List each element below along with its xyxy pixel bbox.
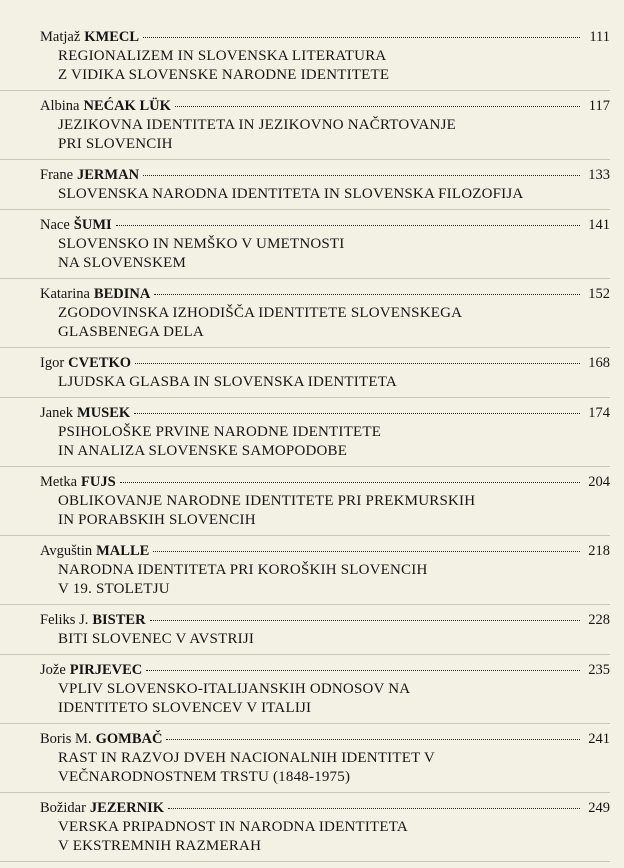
toc-entry-header [40, 542, 610, 561]
entry-divider [0, 535, 610, 536]
article-title-line: SLOVENSKO IN NEMŠKO V UMETNOSTI [58, 236, 345, 252]
dot-leader [143, 175, 580, 176]
article-title-line: SLOVENSKA NARODNA IDENTITETA IN SLOVENSKA FILOZOFIJA [58, 186, 524, 202]
toc-entry [40, 661, 610, 724]
article-title-line: Z VIDIKA SLOVENSKE NARODNE IDENTITETE [58, 67, 390, 83]
toc-entry [40, 354, 610, 398]
author-last-name: MALLE [96, 543, 150, 559]
toc-entry-header [40, 354, 610, 373]
dot-leader [116, 225, 580, 226]
article-title [58, 630, 610, 649]
dot-leader [150, 620, 580, 621]
article-title-line: RAST IN RAZVOJ DVEH NACIONALNIH IDENTITET V [58, 750, 435, 766]
toc-entry [40, 799, 610, 862]
page-number: 111 [589, 29, 610, 45]
article-title-line: V EKSTREMNIH RAZMERAH [58, 838, 262, 854]
page-number: 204 [588, 474, 610, 490]
article-title [58, 116, 610, 154]
author-first-name: Katarina [40, 286, 90, 302]
author-first-name: Nace [40, 217, 70, 233]
toc-entry-header [40, 28, 610, 47]
article-title [58, 304, 610, 342]
toc-entry-header [40, 661, 610, 680]
entry-divider [0, 209, 610, 210]
article-title-line: NARODNA IDENTITETA PRI KOROŠKIH SLOVENCIH [58, 562, 428, 578]
article-title [58, 492, 610, 530]
dot-leader [120, 482, 580, 483]
entry-divider [0, 723, 610, 724]
author-first-name: Janek [40, 405, 74, 421]
article-title-line: LJUDSKA GLASBA IN SLOVENSKA IDENTITETA [58, 374, 397, 390]
toc-entry [40, 216, 610, 279]
author-last-name: JEZERNIK [89, 800, 165, 816]
page-number: 152 [588, 286, 610, 302]
author-first-name: Albina [40, 98, 80, 114]
author-first-name: Matjaž [40, 29, 81, 45]
author-last-name: BEDINA [93, 286, 151, 302]
author-first-name: Božidar [40, 800, 86, 816]
dot-leader [135, 363, 580, 364]
author-last-name: CVETKO [68, 355, 132, 371]
article-title [58, 235, 610, 273]
article-title [58, 423, 610, 461]
author-last-name: NEĆAK LÜK [83, 98, 171, 114]
article-title-line: IN ANALIZA SLOVENSKE SAMOPODOBE [58, 443, 348, 459]
toc-entry-header [40, 166, 610, 185]
dot-leader [166, 739, 580, 740]
author-first-name: Jože [40, 662, 66, 678]
author-last-name: FUJS [81, 474, 116, 490]
page-number: 133 [588, 167, 610, 183]
page-number: 174 [588, 405, 610, 421]
toc-entry [40, 730, 610, 793]
entry-divider [0, 861, 610, 862]
page-number: 241 [588, 731, 610, 747]
article-title-line: NA SLOVENSKEM [58, 255, 187, 271]
author-last-name: ŠUMI [73, 217, 112, 233]
article-title [58, 818, 610, 856]
article-title-line: OBLIKOVANJE NARODNE IDENTITETE PRI PREKMURSKIH [58, 493, 476, 509]
article-title [58, 47, 610, 85]
article-title-line: PSIHOLOŠKE PRVINE NARODNE IDENTITETE [58, 424, 382, 440]
article-title-line: IN PORABSKIH SLOVENCIH [58, 512, 256, 528]
toc-entry-header [40, 473, 610, 492]
author-first-name: Feliks J. [40, 612, 89, 628]
entry-divider [0, 466, 610, 467]
author-first-name: Boris M. [40, 731, 92, 747]
article-title [58, 680, 610, 718]
entry-divider [0, 278, 610, 279]
article-title-line: BITI SLOVENEC V AVSTRIJI [58, 631, 255, 647]
toc-entry-header [40, 285, 610, 304]
article-title-line: REGIONALIZEM IN SLOVENSKA LITERATURA [58, 48, 387, 64]
author-last-name: BISTER [92, 612, 146, 628]
article-title [58, 561, 610, 599]
article-title [58, 373, 610, 392]
toc-entry [40, 166, 610, 210]
dot-leader [153, 551, 580, 552]
entry-divider [0, 654, 610, 655]
article-title-line: ZGODOVINSKA IZHODIŠČA IDENTITETE SLOVENSKEGA [58, 305, 463, 321]
author-last-name: KMECL [84, 29, 140, 45]
entry-divider [0, 397, 610, 398]
page-number: 249 [588, 800, 610, 816]
dot-leader [168, 808, 580, 809]
toc-entry [40, 473, 610, 536]
page-number: 168 [588, 355, 610, 371]
entry-divider [0, 90, 610, 91]
toc-entry [40, 542, 610, 605]
page-number: 228 [588, 612, 610, 628]
dot-leader [146, 670, 580, 671]
toc-entry [40, 404, 610, 467]
article-title-line: GLASBENEGA DELA [58, 324, 204, 340]
toc-entry-header [40, 97, 610, 116]
table-of-contents [40, 28, 610, 868]
article-title-line: PRI SLOVENCIH [58, 136, 173, 152]
dot-leader [154, 294, 580, 295]
entry-divider [0, 159, 610, 160]
article-title-line: V 19. STOLETJU [58, 581, 170, 597]
toc-entry-header [40, 730, 610, 749]
author-last-name: JERMAN [77, 167, 140, 183]
author-first-name: Metka [40, 474, 78, 490]
toc-entry-header [40, 216, 610, 235]
entry-divider [0, 604, 610, 605]
article-title-line: VEČNARODNOSTNEM TRSTU (1848-1975) [58, 769, 351, 785]
toc-entry [40, 97, 610, 160]
toc-entry [40, 285, 610, 348]
article-title-line: VPLIV SLOVENSKO-ITALIJANSKIH ODNOSOV NA [58, 681, 411, 697]
article-title-line: IDENTITETO SLOVENCEV V ITALIJI [58, 700, 312, 716]
dot-leader [134, 413, 580, 414]
article-title [58, 749, 610, 787]
page-number: 117 [588, 98, 610, 114]
toc-entry-header [40, 404, 610, 423]
page-number: 218 [588, 543, 610, 559]
article-title-line: VERSKA PRIPADNOST IN NARODNA IDENTITETA [58, 819, 408, 835]
author-last-name: MUSEK [77, 405, 131, 421]
toc-entry [40, 611, 610, 655]
page-number: 141 [588, 217, 610, 233]
author-last-name: PIRJEVEC [69, 662, 143, 678]
author-first-name: Avguštin [40, 543, 93, 559]
article-title [58, 185, 610, 204]
page-number: 235 [588, 662, 610, 678]
toc-entry-header [40, 611, 610, 630]
author-first-name: Frane [40, 167, 74, 183]
entry-divider [0, 347, 610, 348]
dot-leader [143, 37, 580, 38]
toc-entry-header [40, 799, 610, 818]
toc-entry [40, 28, 610, 91]
author-first-name: Igor [40, 355, 65, 371]
article-title-line: JEZIKOVNA IDENTITETA IN JEZIKOVNO NAČRTOVANJE [58, 117, 456, 133]
dot-leader [175, 106, 580, 107]
author-last-name: GOMBAČ [95, 731, 163, 747]
entry-divider [0, 792, 610, 793]
